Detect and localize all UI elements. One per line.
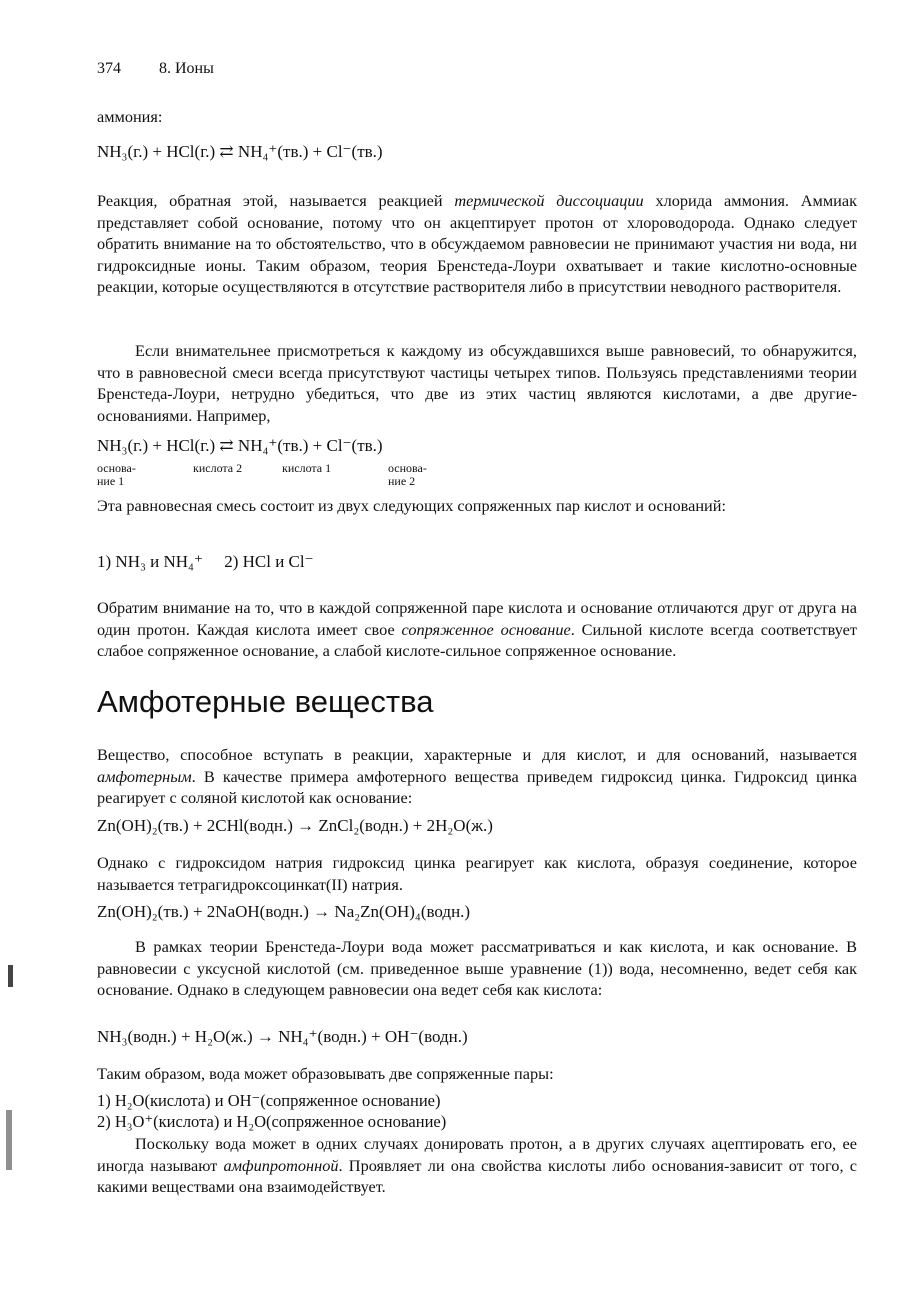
- equation-1: [97, 142, 383, 162]
- list-item: 1) H₂O(кислота) и OH⁻(сопряженное основание): [97, 1091, 441, 1110]
- scan-artifact: [8, 965, 13, 987]
- equation-2-rhs: NH₄⁺(тв.) + Cl⁻(тв.): [237, 436, 383, 455]
- chapter-title: 8. Ионы: [159, 60, 214, 77]
- text-run: Реакция, обратная этой, называется реакцией: [97, 191, 455, 210]
- equation-3: Zn(OH)₂(тв.) + 2CHl(водн.) → ZnCl₂(водн.) + 2H₂O(ж.): [97, 816, 493, 835]
- scan-artifact: [6, 1110, 12, 1170]
- equation-2-lhs: NH₃(г.) + HCl(г.): [97, 436, 216, 455]
- label-base-1: основа- ние 1: [97, 461, 136, 488]
- label-base-2: основа- ние 2: [388, 461, 427, 488]
- paragraph-9: [97, 1133, 857, 1198]
- paragraph-3: Эта равновесная смесь состоит из двух следующих сопряженных пар кислот и оснований:: [97, 496, 726, 515]
- text-run: . Проявляет ли она свойства кислоты либо основания-зависит от того, с какими веществами она взаимодействует.: [97, 1155, 857, 1196]
- italic-term: амфотерным: [97, 766, 192, 786]
- page-header: [97, 60, 214, 78]
- equilibrium-arrow-icon: ⇄: [219, 436, 234, 455]
- paragraph-1: [97, 190, 857, 298]
- paragraph-6: Однако с гидроксидом натрия гидроксид цинка реагирует как кислота, образуя соединение, которое называется тетрагидроксоцинкат(II) натрия.: [97, 853, 857, 894]
- paragraph-7: В рамках теории Бренстеда-Лоури вода может рассматриваться и как кислота, и как основание. В равновесии с уксусной кислотой (см. приведенное выше уравнение (1)) вода, несомненно, ведет себя как основание. Однако в следующем равновесии она ведет себя как кислота:: [97, 937, 857, 999]
- paragraph-2: Если внимательнее присмотреться к каждому из обсуждавшихся выше равновесий, то обнаружится, что в равновесной смеси всегда присутствуют частицы четырех типов. Пользуясь представлениями теории Бренстеда-Лоури, нетрудно убедиться, что две из этих частиц являются кислотами, а две другие-основаниями. Например,: [97, 341, 857, 425]
- page-number: 374: [97, 60, 121, 77]
- text-run: Вещество, способное вступать в реакции, характерные и для кислот, и для оснований, называется: [97, 745, 857, 764]
- text-run: . В качестве примера амфотерного вещества приведем гидроксид цинка. Гидроксид цинка реагирует с соляной кислотой как основание:: [97, 766, 857, 807]
- italic-term: сопряженное основание: [401, 619, 571, 639]
- equation-5: NH₃(водн.) + H₂O(ж.) → NH₄⁺(водн.) + OH⁻(водн.): [97, 1027, 468, 1046]
- label-acid-1: кислота 1: [282, 461, 332, 475]
- paragraph-4: [97, 597, 857, 662]
- text-run: хлорида аммония. Аммиак представляет собой основание, потому что он акцептирует протон от хлороводорода. Однако следует обратить внимание на то обстоятельство, что в обсуждаемом равновесии не принимают участия ни вода, ни гидроксидные ионы. Таким образом, теория Бренстеда-Лоури охватывает и такие кислотно-основные реакции, которые осуществляются в отсутствие растворителя либо в присутствии неводного растворителя.: [97, 191, 858, 296]
- text-run: . Сильной кислоте всегда соответствует слабое сопряженное основание, а слабой кислоте-сильное сопряженное основание.: [97, 619, 857, 660]
- paragraph-5: [97, 744, 857, 809]
- equilibrium-arrow-icon: ⇄: [219, 142, 234, 161]
- list-item: 2) H₃O⁺(кислота) и H₂O(сопряженное основание): [97, 1112, 447, 1131]
- label-acid-2: кислота 2: [193, 461, 243, 475]
- conjugate-pairs-line: 1) NH₃ и NH₄⁺ 2) HCl и Cl⁻: [97, 552, 314, 571]
- equation-2: [97, 436, 383, 456]
- intro-fragment: аммония:: [97, 107, 163, 126]
- text-run: Поскольку вода может в одних случаях донировать протон, а в других случаях ацептировать его, ее иногда называют: [97, 1134, 857, 1175]
- equation-1-rhs: NH₄⁺(тв.) + Cl⁻(тв.): [237, 142, 383, 161]
- section-heading: Амфотерные вещества: [97, 684, 434, 719]
- equation-1-lhs: NH₃(г.) + HCl(г.): [97, 142, 216, 161]
- text-run: Обратим внимание на то, что в каждой сопряженной паре кислота и основание отличаются друг от друга на один протон. Каждая кислота имеет свое: [97, 598, 857, 639]
- equation-4: Zn(OH)₂(тв.) + 2NaOH(водн.) → Na₂Zn(OH)₄(водн.): [97, 902, 471, 921]
- italic-term: амфипротонной: [223, 1155, 339, 1175]
- paragraph-8: Таким образом, вода может образовывать две сопряженные пары:: [97, 1064, 554, 1083]
- italic-term: термической диссоциации: [454, 191, 644, 210]
